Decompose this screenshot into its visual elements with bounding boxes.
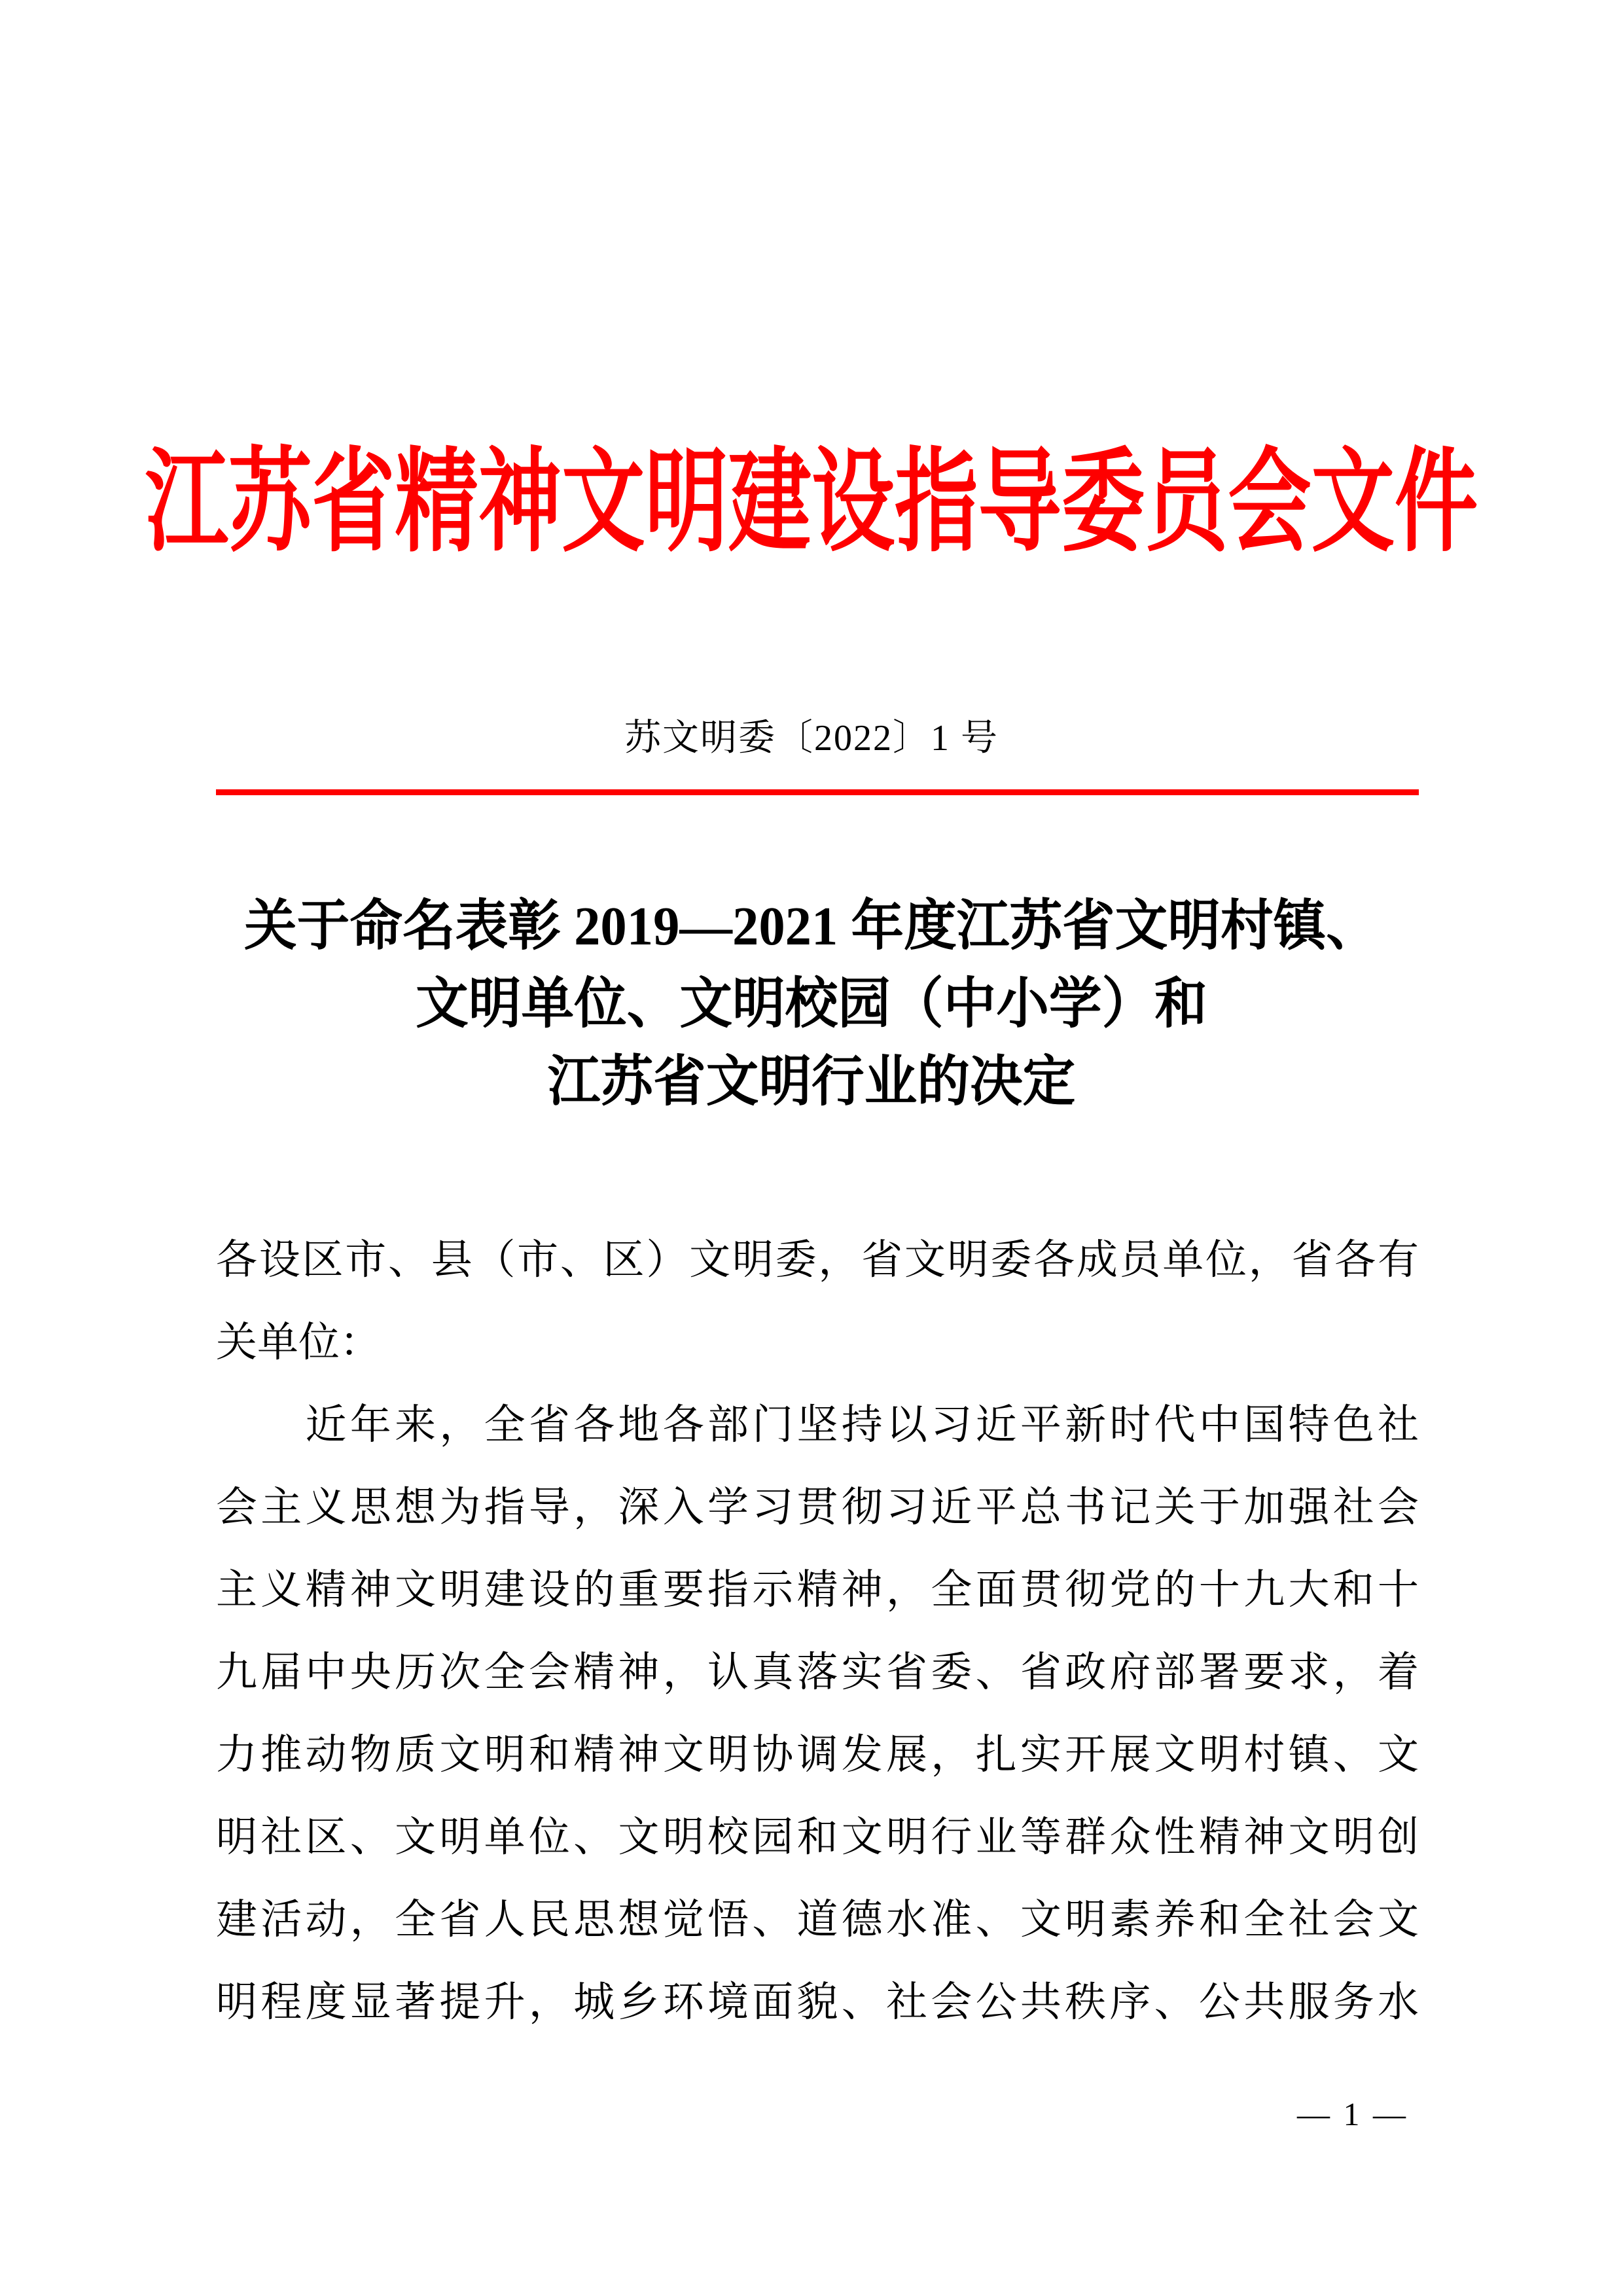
paragraph-line-2: 会主义思想为指导，深入学习贯彻习近平总书记关于加强社会 (216, 1484, 1419, 1530)
paragraph-line-8: 明程度显著提升，城乡环境面貌、社会公共秩序、公共服务水 (216, 1979, 1419, 2025)
document-title-line-3: 江苏省文明行业的决定 (547, 1052, 1076, 1113)
document-body (216, 1219, 1419, 2043)
document-number: 苏文明委〔2022〕1 号 (624, 718, 999, 759)
red-divider-line (216, 789, 1419, 795)
document-title (190, 888, 1433, 1121)
paragraph-line-7: 建活动，全省人民思想觉悟、道德水准、文明素养和全社会文 (216, 1897, 1419, 1943)
red-masthead (0, 435, 1623, 572)
document-title-line-2: 文明单位、文明校园（中小学）和 (416, 974, 1207, 1035)
masthead-title: 江苏省精神文明建设指导委员会文件 (145, 441, 1478, 565)
paragraph-line-5: 力推动物质文明和精神文明协调发展，扎实开展文明村镇、文 (216, 1732, 1419, 1778)
page-number: — 1 — (1297, 2096, 1408, 2132)
paragraph-line-3: 主义精神文明建设的重要指示精神，全面贯彻党的十九大和十 (216, 1567, 1419, 1613)
salutation-line-2: 关单位： (216, 1319, 381, 1365)
document-title-line-1: 关于命名表彰 2019—2021 年度江苏省文明村镇、 (244, 896, 1379, 957)
salutation-line-1: 各设区市、县（市、区）文明委，省文明委各成员单位，省各有 (216, 1237, 1419, 1283)
paragraph-line-1: 近年来，全省各地各部门坚持以习近平新时代中国特色社 (216, 1402, 1419, 1448)
paragraph-line-6: 明社区、文明单位、文明校园和文明行业等群众性精神文明创 (216, 1814, 1419, 1860)
paragraph-line-4: 九届中央历次全会精神，认真落实省委、省政府部署要求，着 (216, 1649, 1419, 1695)
